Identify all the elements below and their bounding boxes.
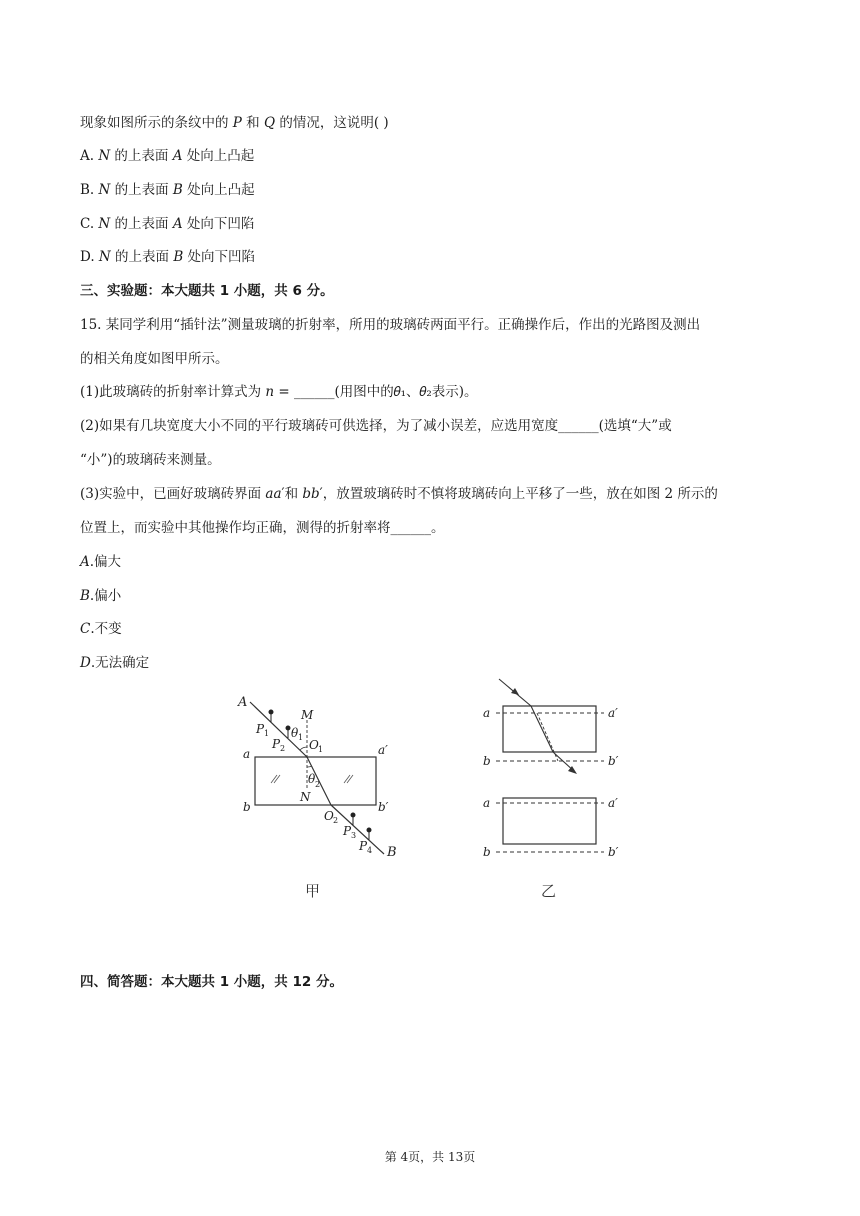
sub-question-2-line-2: “小”)的玻璃砖来测量。 (80, 452, 221, 468)
label-P2-sub: 2 (280, 744, 286, 753)
label-theta2: θ (308, 772, 316, 786)
emergent-ray (331, 805, 384, 854)
figure-yi-caption: 乙 (541, 882, 557, 900)
option-a: A. 𝑁 的上表面 𝐴 处向上凸起 (80, 148, 255, 164)
bottom-label-b-prime: b′ (608, 845, 619, 859)
question-15-line-1: 15. 某同学利用“插针法”测量玻璃的折射率，所用的玻璃砖两面平行。正确操作后，作出的光路图及测出 (80, 317, 701, 333)
option-d: D. 𝑁 的上表面 𝐵 处向下凹陷 (80, 249, 256, 265)
figure-jia (228, 690, 418, 870)
figure-jia-caption: 甲 (305, 882, 321, 900)
label-P3: P (343, 824, 352, 838)
text-line-1: 现象如图所示的条纹中的 𝑃 和 𝑄 的情况，这说明( ) (80, 115, 389, 131)
label-a: a (243, 747, 251, 761)
choice-b: 𝐵.偏小 (80, 588, 122, 604)
label-P1-sub: 1 (264, 729, 270, 738)
label-O1: O (309, 738, 319, 752)
bottom-label-a: a (483, 796, 491, 810)
label-P1: P (256, 722, 265, 736)
bottom-label-b: b (483, 845, 491, 859)
top-label-a-prime: a′ (608, 706, 618, 720)
sub-question-3-line-1: (3)实验中，已画好玻璃砖界面 𝑎𝑎′和 𝑏𝑏′，放置玻璃砖时不慎将玻璃砖向上平移了一些，放在如图 2 所示的 (80, 486, 718, 502)
label-theta1: θ (291, 726, 299, 740)
label-B: B (387, 845, 397, 860)
label-M: M (301, 708, 314, 722)
choice-a: 𝐴.偏大 (80, 554, 122, 570)
choice-c: 𝐶.不变 (80, 621, 122, 637)
top-incident-arrow (511, 688, 519, 695)
top-label-b-prime: b′ (608, 754, 619, 768)
pins (269, 710, 371, 840)
figure-yi (478, 672, 638, 867)
section-4-heading: 四、简答题：本大题共 1 小题，共 12 分。 (80, 974, 343, 990)
top-label-a: a (483, 706, 491, 720)
label-theta2-sub: 2 (315, 780, 321, 789)
top-label-b: b (483, 754, 491, 768)
theta2-arc (307, 766, 312, 767)
label-b-prime: b′ (378, 800, 389, 814)
choice-d: 𝐷.无法确定 (80, 655, 150, 671)
option-c: C. 𝑁 的上表面 𝐴 处向下凹陷 (80, 216, 255, 232)
label-N: N (300, 790, 311, 804)
question-15-line-2: 的相关角度如图甲所示。 (80, 351, 229, 367)
page-footer: 第 4页，共 13页 (384, 1150, 476, 1164)
label-a-prime: a′ (378, 743, 388, 757)
label-A: A (238, 695, 248, 710)
theta1-arc (300, 747, 307, 750)
label-P4-sub: 4 (367, 846, 373, 855)
sub-question-2-line-1: (2)如果有几块宽度大小不同的平行玻璃砖可供选择，为了减小误差，应选用宽度______(选填“大”或 (80, 418, 672, 434)
label-b: b (243, 800, 251, 814)
section-3-heading: 三、实验题：本大题共 1 小题，共 6 分。 (80, 283, 334, 299)
option-b: B. 𝑁 的上表面 𝐵 处向上凸起 (80, 182, 255, 198)
label-P2: P (272, 737, 281, 751)
label-O2: O (324, 809, 334, 823)
label-O1-sub: 1 (318, 745, 324, 754)
label-O2-sub: 2 (333, 816, 339, 825)
sub-question-3-line-2: 位置上，而实验中其他操作均正确，测得的折射率将______。 (80, 520, 445, 536)
label-P4: P (359, 839, 368, 853)
label-P3-sub: 3 (351, 831, 357, 840)
bottom-glass-block (503, 798, 596, 844)
label-theta1-sub: 1 (298, 733, 304, 742)
bottom-label-a-prime: a′ (608, 796, 618, 810)
sub-question-1: (1)此玻璃砖的折射率计算式为 𝑛 = ______(用图中的𝜃₁、𝜃₂表示)。 (80, 384, 478, 400)
